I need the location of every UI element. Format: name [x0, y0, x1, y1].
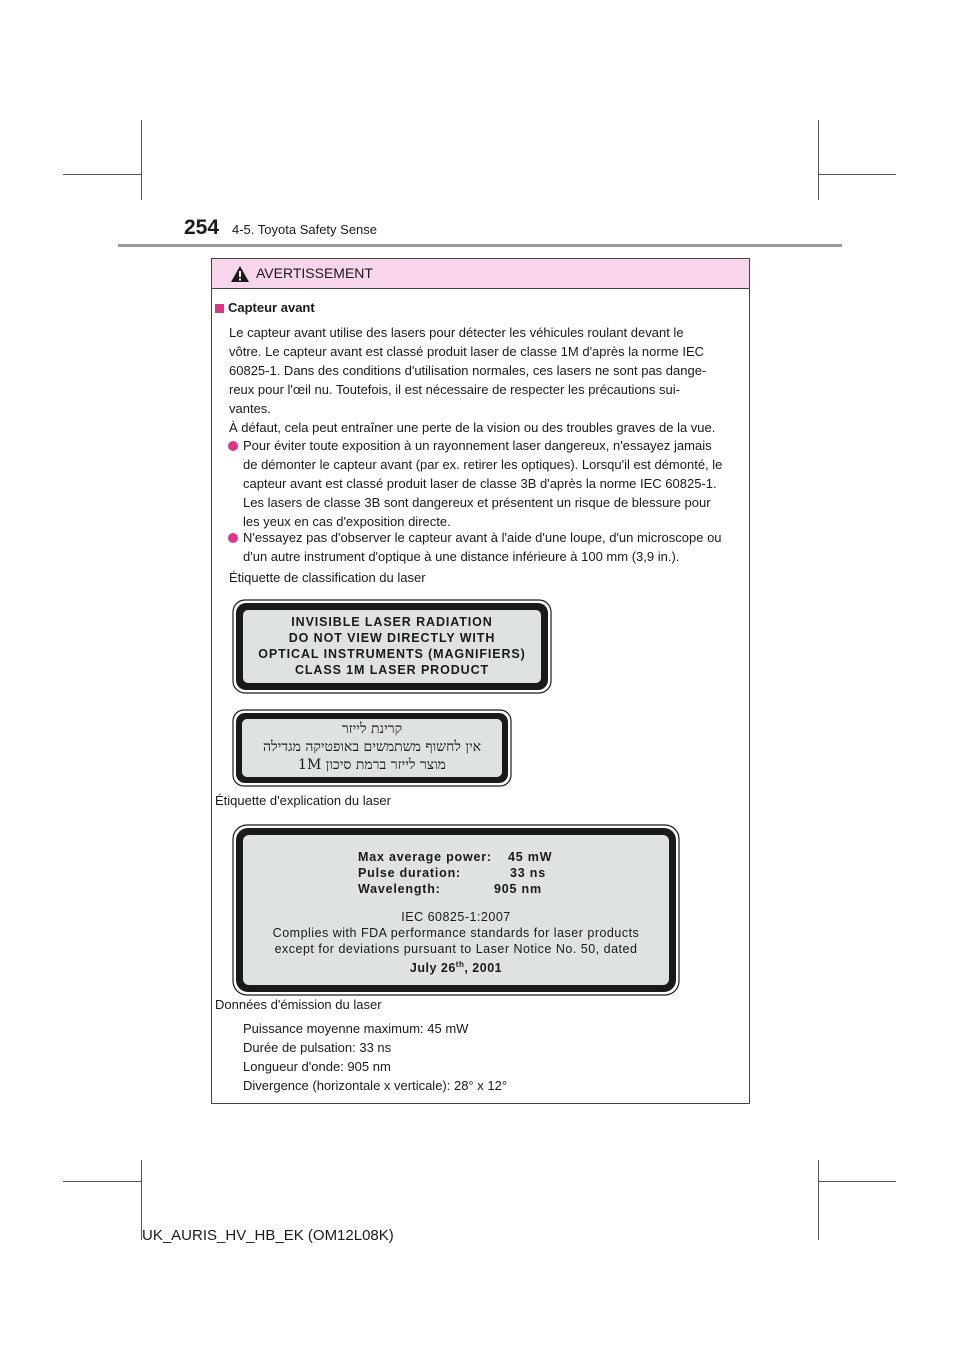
explanation-caption: Étiquette d'explication du laser — [215, 793, 391, 808]
document-code: UK_AURIS_HV_HB_EK (OM12L08K) — [142, 1227, 394, 1244]
default-consequence: À défaut, cela peut entraîner une perte de la vision ou des troubles graves de la vue. — [229, 420, 716, 435]
warning-box — [211, 258, 750, 1104]
page-number: 254 — [184, 216, 220, 239]
label-line: INVISIBLE LASER RADIATION — [291, 615, 493, 629]
warning-header — [212, 259, 749, 289]
spec-label: Wavelength: — [358, 882, 441, 896]
compliance-text: Complies with FDA performance standards for laser products — [272, 926, 640, 940]
bullet-disassembly: Pour éviter toute exposition à un rayonnement laser dangereux, n'essayez jamais de démonter le capteur avant (par ex. retirer les optiques). Lorsqu'il est démonté, le capteur avant est classé produit laser de classe 3B d'après la norme IEC 60825-1. Les lasers de classe 3B sont dangereux et présentent un risque de blessure pour les yeux en cas d'exposition directe. — [243, 438, 723, 529]
compliance-date: July 26th, 2001 — [409, 960, 503, 976]
compliance-text: except for deviations pursuant to Laser Notice No. 50, dated — [274, 942, 638, 956]
intro-paragraph: Le capteur avant utilise des lasers pour détecter les véhicules roulant devant le vôtre. Le capteur avant est classé produit laser de classe 1M d'après la norme IEC 60825-1. Dans des conditions d'utilisation normales, ces lasers ne sont pas dange- reux pour l'œil nu. Toutefois, il est nécessaire de respecter les précautions sui- vantes. — [229, 325, 707, 416]
label-line: OPTICAL INSTRUMENTS (MAGNIFIERS) — [258, 647, 526, 661]
crop-mark — [818, 174, 896, 175]
label-line: קרינת לייזר — [341, 721, 403, 737]
spec-label: Max average power: — [358, 850, 492, 864]
laser-explanation-label — [232, 824, 680, 996]
laser-classification-label — [232, 599, 552, 694]
crop-mark — [818, 1160, 819, 1240]
spec-label: Pulse duration: — [358, 866, 461, 880]
spec-value: 33 ns — [510, 866, 546, 880]
laser-classification-label-hebrew — [232, 709, 512, 787]
warning-icon — [230, 265, 250, 283]
subheading: Capteur avant — [228, 300, 315, 315]
emission-caption: Données d'émission du laser — [215, 997, 382, 1012]
crop-mark — [63, 1181, 141, 1182]
section-title: 4-5. Toyota Safety Sense — [232, 222, 378, 237]
standard-text: IEC 60825-1:2007 — [401, 910, 511, 924]
label-line: DO NOT VIEW DIRECTLY WITH — [288, 631, 496, 645]
crop-mark — [818, 120, 819, 200]
crop-mark — [141, 120, 142, 200]
bullet-optics: N'essayez pas d'observer le capteur avant à l'aide d'une loupe, d'un microscope ou d'un autre instrument d'optique à une distance inférieure à 100 mm (3,9 in.). — [243, 530, 722, 564]
label-line: אין לחשוף משתמשים באופטיקה מגדילה — [262, 739, 482, 755]
crop-mark — [818, 1181, 896, 1182]
warning-title: AVERTISSEMENT — [256, 265, 373, 281]
emission-data: Puissance moyenne maximum: 45 mW Durée de pulsation: 33 ns Longueur d'onde: 905 nm Divergence (horizontale x verticale): 28° x 12° — [243, 1021, 508, 1093]
crop-mark — [63, 174, 141, 175]
bullet-dot-icon — [228, 441, 238, 451]
spec-value: 45 mW — [508, 850, 553, 864]
label-line: מוצר לייזר ברמת סיכון 1M — [298, 757, 446, 773]
classification-caption: Étiquette de classification du laser — [229, 570, 426, 585]
header-rule — [118, 244, 842, 247]
label-line: CLASS 1M LASER PRODUCT — [294, 663, 490, 677]
section-square-icon — [215, 304, 224, 313]
spec-value: 905 nm — [494, 882, 542, 896]
bullet-dot-icon — [228, 533, 238, 543]
